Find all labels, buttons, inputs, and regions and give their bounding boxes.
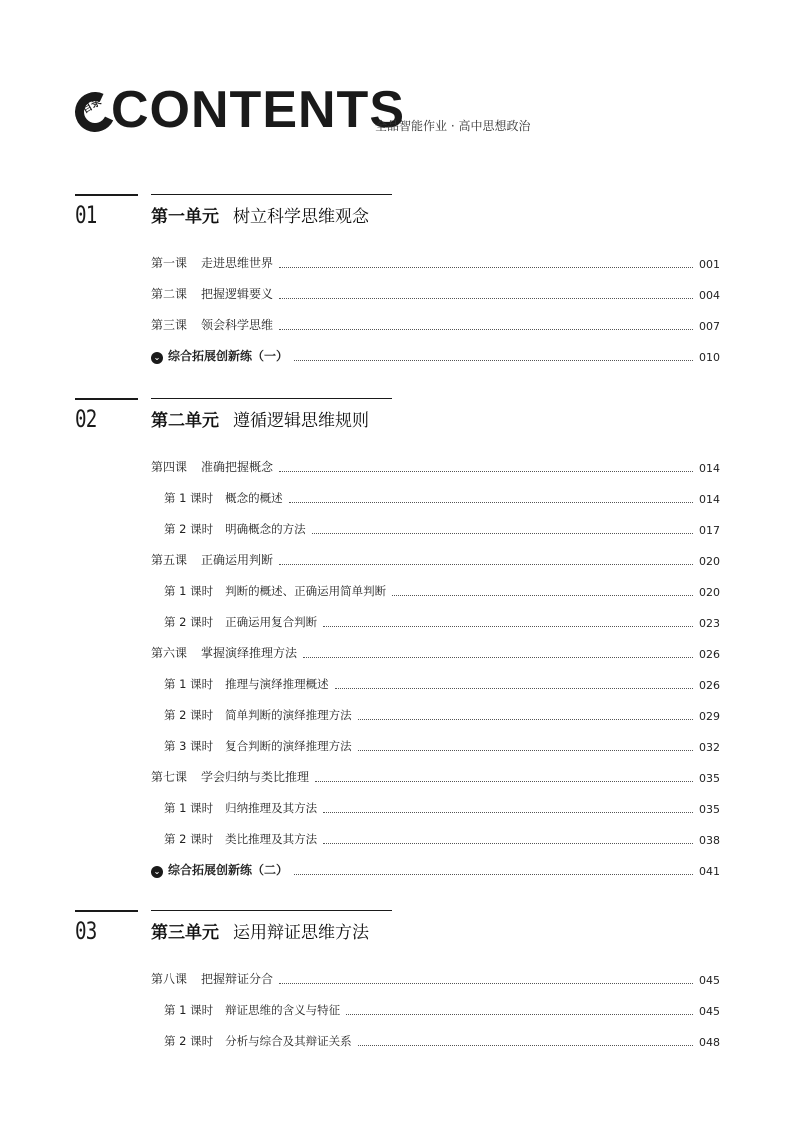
page-number: 004 [699,289,720,302]
unit-label: 第一单元 [151,207,219,227]
dot-leader [323,812,693,813]
entry-title: 正确运用复合判断 [225,615,318,629]
toc-review-entry[interactable] [151,847,719,878]
unit-entries [151,240,719,364]
dot-leader [289,502,693,503]
entry-key: 第 2 课时 [164,522,214,536]
toc-review-entry[interactable] [151,333,719,364]
toc-subentry[interactable] [151,506,719,537]
entry-label [164,1002,340,1018]
toc-subentry[interactable] [151,785,719,816]
dot-leader [279,267,693,268]
toc-subentry[interactable] [151,692,719,723]
entry-key: 第二课 [151,287,188,301]
toc-entry[interactable] [151,302,719,333]
unit-number-rule [75,398,138,400]
page-number: 029 [699,710,720,723]
entry-key: 第 2 课时 [164,708,214,722]
toc-subentry[interactable] [151,816,719,847]
entry-key: 第 3 课时 [164,739,214,753]
dot-leader [358,719,693,720]
entry-label [151,768,309,785]
unit-number: 03 [75,917,97,945]
entry-label [164,800,317,816]
toc-subentry[interactable] [151,661,719,692]
entry-title: 判断的概述、正确运用简单判断 [225,584,387,598]
entry-title: 准确把握概念 [201,460,274,474]
entry-label [164,614,317,630]
entry-label [151,861,288,878]
entry-title: 辩证思维的含义与特征 [225,1003,341,1017]
toc-subentry[interactable] [151,1018,719,1049]
entry-key: 第一课 [151,256,188,270]
entry-title: 把握辩证分合 [201,972,274,986]
dot-leader [346,1014,693,1015]
toc-entry[interactable] [151,630,719,661]
book-subtitle: 全品智能作业 · 高中思想政治 [375,119,531,133]
unit-number: 01 [75,201,97,229]
entry-title: 综合拓展创新练（一） [168,349,289,363]
unit-label: 第二单元 [151,411,219,431]
entry-label [164,490,283,506]
dot-leader [323,626,693,627]
page-number: 023 [699,617,720,630]
contents-header [75,82,725,138]
entry-label [164,583,386,599]
dot-leader [303,657,693,658]
dot-leader [279,983,693,984]
page-number: 001 [699,258,720,271]
unit-number-rule [75,910,138,912]
unit-title-rule [151,910,392,911]
entry-key: 第七课 [151,770,188,784]
dot-leader [294,874,693,875]
entry-key: 第 1 课时 [164,1003,214,1017]
page-number: 014 [699,462,720,475]
entry-label [164,831,317,847]
unit-number-rule [75,194,138,196]
toc-subentry[interactable] [151,987,719,1018]
unit-title[interactable] [151,406,369,431]
entry-key: 第 1 课时 [164,677,214,691]
entry-key: 第 2 课时 [164,615,214,629]
page-number: 045 [699,1005,720,1018]
entry-key: 第 2 课时 [164,832,214,846]
page-number: 020 [699,586,720,599]
entry-key: 第 2 课时 [164,1034,214,1048]
entry-title: 分析与综合及其辩证关系 [225,1034,352,1048]
dot-leader [335,688,693,689]
dot-leader [279,329,693,330]
toc-entry[interactable] [151,537,719,568]
entry-key: 第四课 [151,460,188,474]
entry-label [151,254,273,271]
entry-key: 第 1 课时 [164,491,214,505]
toc-entry[interactable] [151,444,719,475]
entry-title: 复合判断的演绎推理方法 [225,739,352,753]
page-number: 017 [699,524,720,537]
unit-entries [151,444,719,878]
entry-title: 领会科学思维 [201,318,274,332]
page-number: 010 [699,351,720,364]
toc-subentry[interactable] [151,568,719,599]
entry-title: 明确概念的方法 [225,522,306,536]
unit-title-rule [151,398,392,399]
entry-title: 正确运用判断 [201,553,274,567]
dot-leader [312,533,693,534]
unit-name: 运用辩证思维方法 [233,923,369,943]
page-number: 026 [699,679,720,692]
entry-label [151,458,273,475]
dot-leader [323,843,693,844]
dot-leader [358,750,693,751]
toc-entry[interactable] [151,754,719,785]
page-number: 020 [699,555,720,568]
entry-title: 推理与演绎推理概述 [225,677,329,691]
dot-leader [392,595,693,596]
unit-name: 遵循逻辑思维规则 [233,411,369,431]
unit-name: 树立科学思维观念 [233,207,369,227]
dot-leader [315,781,693,782]
chevron-down-circle-icon: ⌄ [151,352,163,364]
unit-title-rule [151,194,392,195]
entry-label [164,521,306,537]
entry-title: 简单判断的演绎推理方法 [225,708,352,722]
page-number: 035 [699,803,720,816]
unit-title[interactable] [151,202,369,227]
dot-leader [279,298,693,299]
page-number: 048 [699,1036,720,1049]
entry-label [151,551,273,568]
toc-subentry[interactable] [151,475,719,506]
dot-leader [279,564,693,565]
entry-label [151,970,273,987]
entry-label [151,347,288,364]
entry-title: 学会归纳与类比推理 [201,770,310,784]
dot-leader [294,360,693,361]
entry-title: 走进思维世界 [201,256,274,270]
unit-title[interactable] [151,918,369,943]
page-number: 007 [699,320,720,333]
chevron-down-circle-icon: ⌄ [151,866,163,878]
unit-label: 第三单元 [151,923,219,943]
page-number: 026 [699,648,720,661]
entry-key: 第五课 [151,553,188,567]
toc-subentry[interactable] [151,599,719,630]
entry-label [164,676,329,692]
page-number: 045 [699,974,720,987]
entry-label [151,316,273,333]
entry-key: 第八课 [151,972,188,986]
page-number: 035 [699,772,720,785]
entry-title: 把握逻辑要义 [201,287,274,301]
page-number: 014 [699,493,720,506]
page-number: 038 [699,834,720,847]
dot-leader [358,1045,693,1046]
entry-key: 第 1 课时 [164,584,214,598]
entry-key: 第三课 [151,318,188,332]
dot-leader [279,471,693,472]
entry-title: 类比推理及其方法 [225,832,318,846]
toc-entry[interactable] [151,240,719,271]
entry-title: 掌握演绎推理方法 [201,646,298,660]
entry-title: 归纳推理及其方法 [225,801,318,815]
entry-label [151,644,297,661]
unit-entries [151,956,719,1049]
entry-title: 概念的概述 [225,491,283,505]
page-number: 032 [699,741,720,754]
contents-title: CONTENTS [111,81,405,139]
logo-badge-text: 目录 [80,96,104,116]
toc-entry[interactable] [151,956,719,987]
entry-label [164,1033,352,1049]
unit-number: 02 [75,405,97,433]
entry-key: 第 1 课时 [164,801,214,815]
entry-label [164,707,352,723]
entry-key: 第六课 [151,646,188,660]
toc-subentry[interactable] [151,723,719,754]
entry-title: 综合拓展创新练（二） [168,863,289,877]
toc-entry[interactable] [151,271,719,302]
entry-label [151,285,273,302]
page-number: 041 [699,865,720,878]
entry-label [164,738,352,754]
